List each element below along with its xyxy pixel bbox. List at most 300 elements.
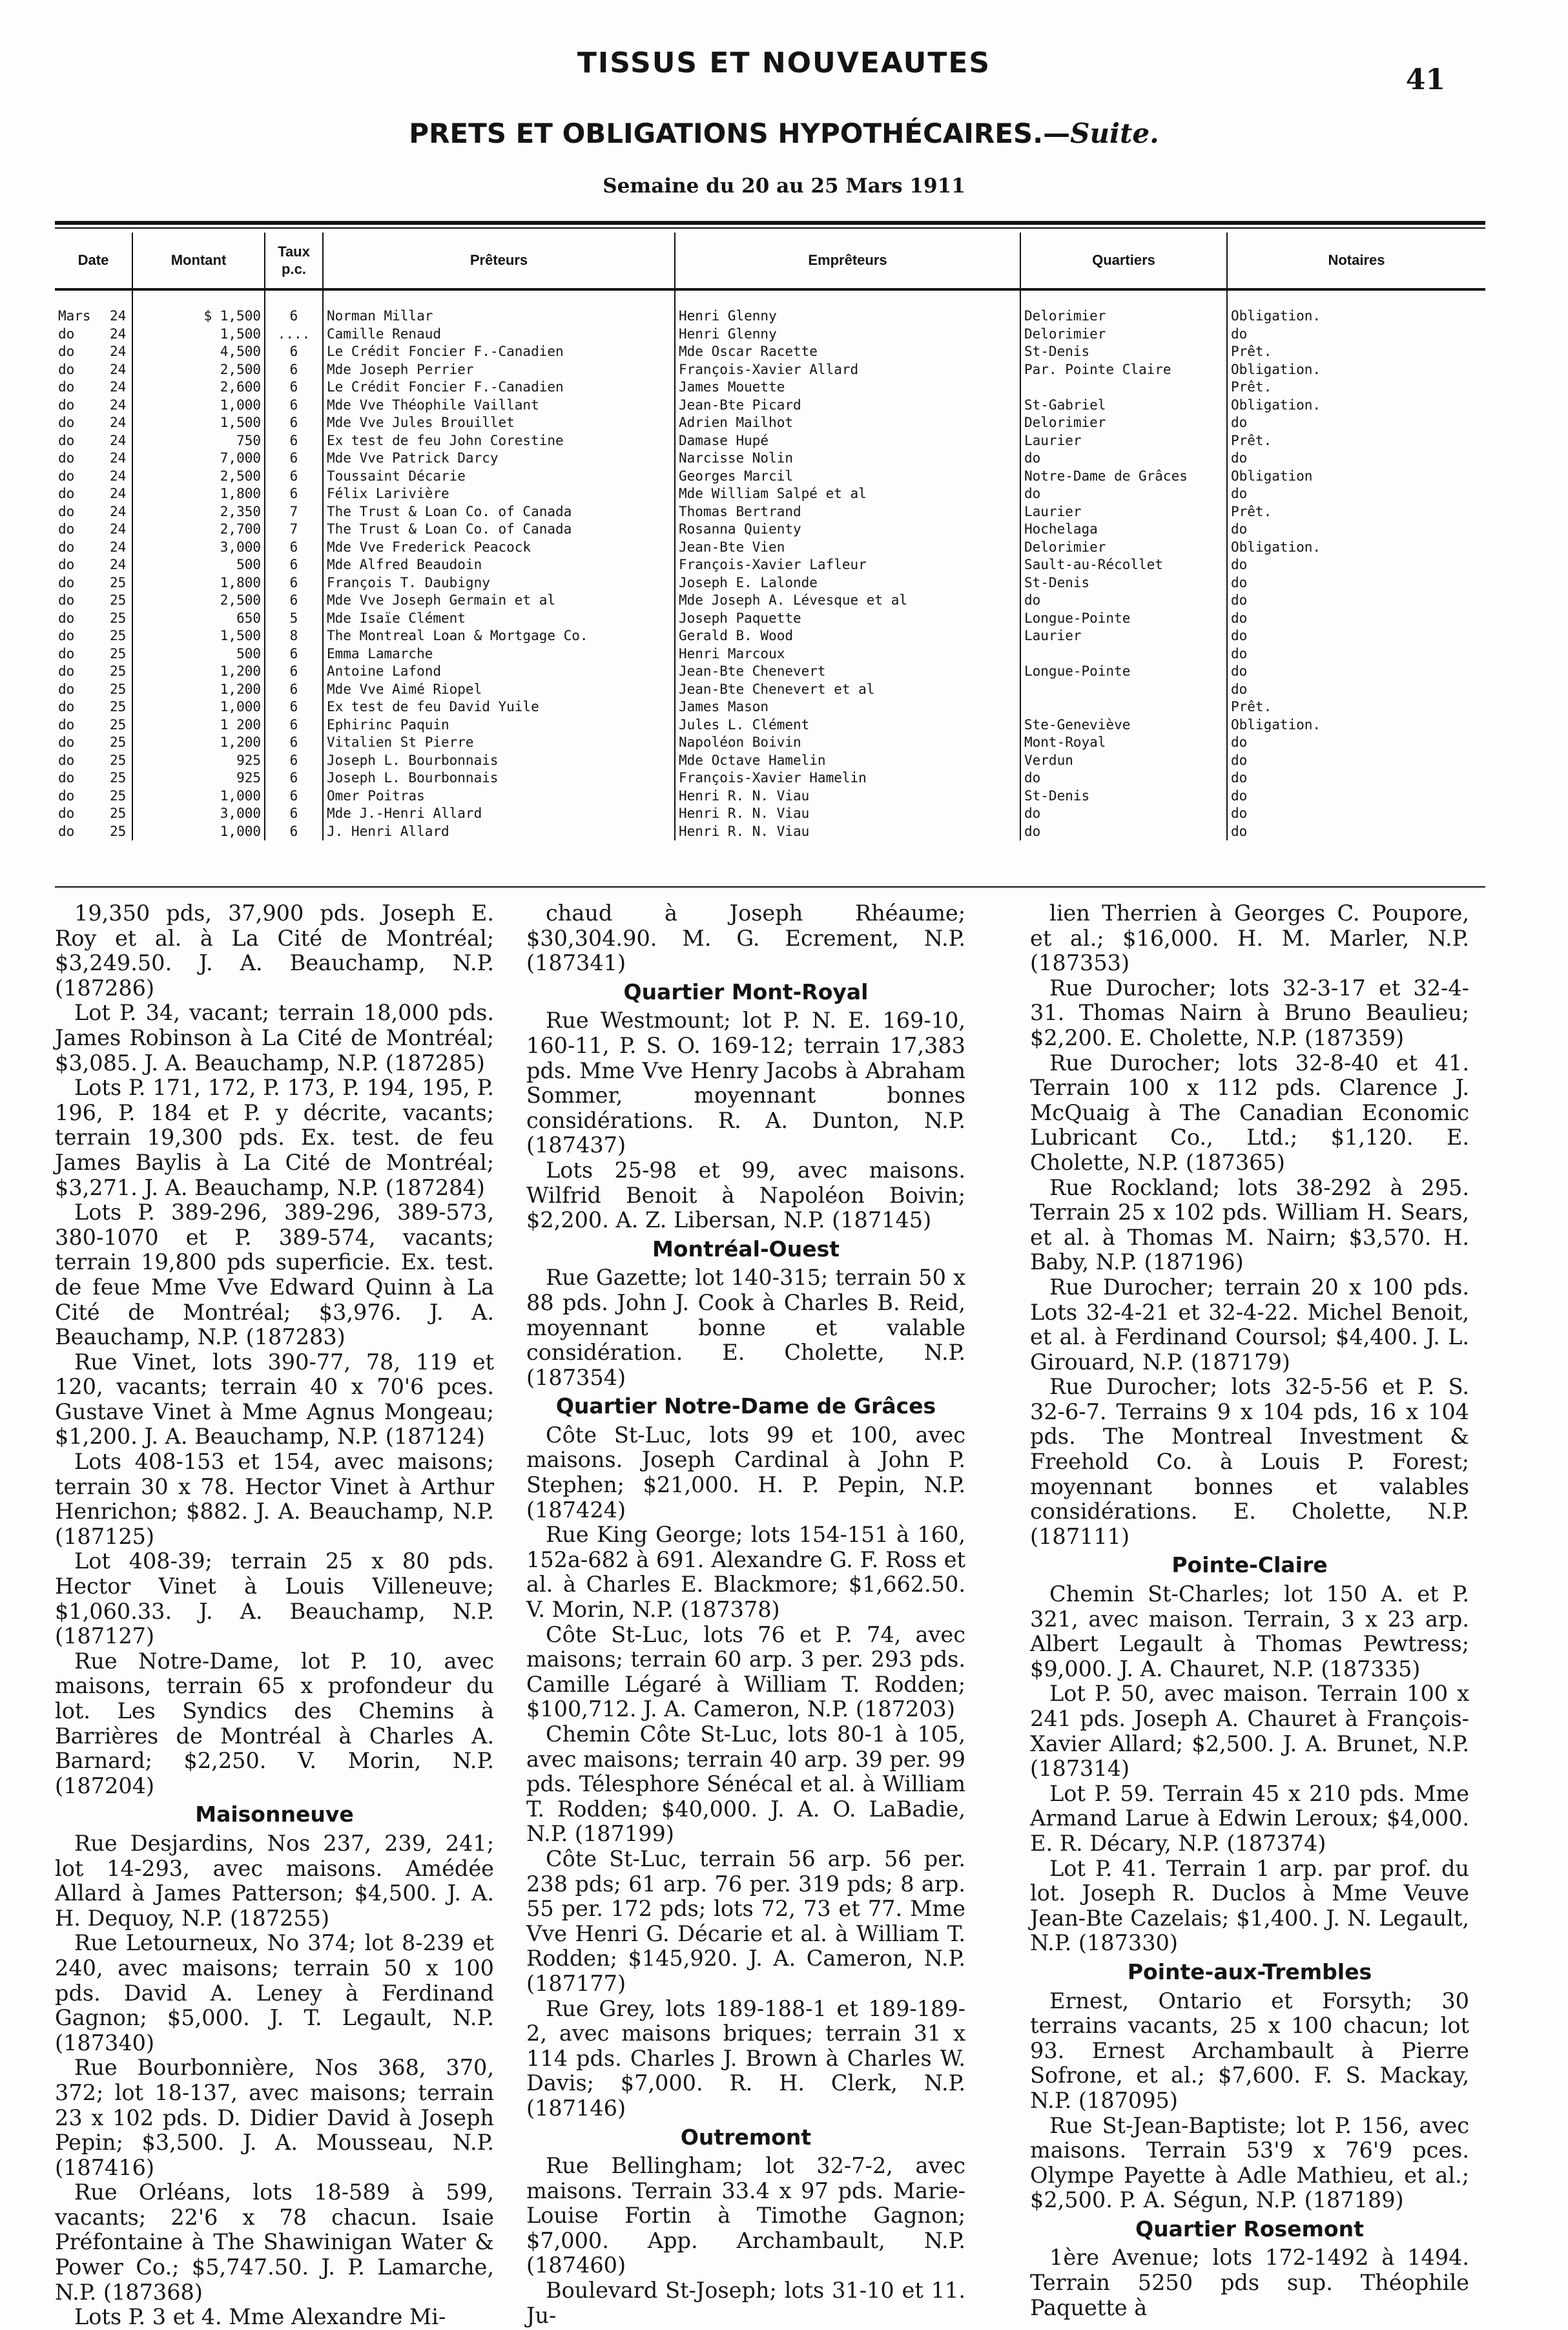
district-cell: do [1020, 769, 1227, 787]
rate-cell: 6 [265, 769, 323, 787]
amount-cell: 1,000 [132, 823, 265, 841]
notary-cell: do [1231, 628, 1248, 643]
transaction-entry: Rue Durocher; lots 32-5-56 et P. S. 32-6-7. Terrains 9 x 104 pds, 16 x 104 pds. The Montreal Investment & Freehold Co. à Louis P. Forest; moyennant bonnes et valables considérations. E. Cholette, N.P. (187111) [1030, 1374, 1469, 1549]
notary-cell: do [1231, 574, 1248, 590]
amount-cell: 1,000 [132, 698, 265, 716]
district-cell: Hochelaga [1020, 521, 1227, 539]
notary-cell: do [1231, 326, 1248, 342]
amount-cell: 500 [132, 556, 265, 574]
amount-cell: 1,800 [132, 574, 265, 592]
table-row [55, 610, 1485, 628]
date-month-cell: do [58, 770, 75, 785]
borrower-cell: Henri R. N. Viau [675, 787, 1020, 806]
borrower-cell: Henri Glenny [675, 289, 1020, 326]
district-cell: St-Denis [1020, 574, 1227, 592]
date-day-cell: 25 [107, 716, 132, 734]
lender-cell: The Trust & Loan Co. of Canada [323, 503, 675, 521]
amount-cell: 1,200 [132, 663, 265, 681]
date-month-cell: do [58, 574, 75, 590]
transaction-entry: Lots 408-153 et 154, avec maisons; terrain 30 x 78. Hector Vinet à Arthur Henrichon; $882. J. A. Beauchamp, N.P. (187125) [55, 1449, 494, 1549]
title-text: PRETS ET OBLIGATIONS HYPOTHÉCAIRES.— [409, 118, 1071, 149]
date-month-cell: do [58, 716, 75, 733]
transaction-entry: Chemin St-Charles; lot 150 A. et P. 321, avec maison. Terrain, 3 x 23 arp. Albert Legault à Thomas Pewtress; $9,000. J. A. Chauret, N.P. (187335) [1030, 1581, 1469, 1681]
table-row [55, 432, 1485, 450]
header-date: Date [55, 233, 132, 289]
rate-cell: 6 [265, 716, 323, 734]
table-row [55, 379, 1485, 397]
date-day-cell: 24 [107, 485, 132, 503]
notary-cell: do [1231, 734, 1248, 750]
date-day-cell: 24 [107, 521, 132, 539]
header-lenders: Prêteurs [323, 233, 675, 289]
date-month-cell: do [58, 823, 75, 839]
lender-cell: Mde Vve Jules Brouillet [323, 414, 675, 432]
lender-cell: Mde J.-Henri Allard [323, 805, 675, 823]
borrower-cell: François-Xavier Hamelin [675, 769, 1020, 787]
date-day-cell: 24 [107, 379, 132, 397]
date-month-cell: do [58, 699, 75, 714]
rate-cell: 6 [265, 432, 323, 450]
amount-cell: 7,000 [132, 450, 265, 468]
notary-cell: Prêt. [1231, 699, 1272, 714]
transaction-entry: Lots 25-98 et 99, avec maisons. Wilfrid Benoit à Napoléon Boivin; $2,200. A. Z. Libersan, N.P. (187145) [526, 1157, 965, 1233]
transaction-entry: Rue Grey, lots 189-188-1 et 189-189-2, avec maisons briques; terrain 31 x 114 pds. Charles J. Brown à Charles W. Davis; $7,000. R. H. Clerk, N.P. (187146) [526, 1995, 965, 2121]
date-day-cell: 25 [107, 681, 132, 699]
borrower-cell: James Mouette [675, 379, 1020, 397]
top-thin-rule [55, 227, 1485, 229]
transaction-entry: Rue Durocher; lots 32-3-17 et 32-4-31. Thomas Nairn à Bruno Beaulieu; $2,200. E. Cholette, N.P. (187359) [1030, 975, 1469, 1050]
lender-cell: Joseph L. Bourbonnais [323, 769, 675, 787]
date-day-cell: 25 [107, 823, 132, 841]
date-day-cell: 24 [107, 503, 132, 521]
borrower-cell: Henri Marcoux [675, 645, 1020, 663]
date-day-cell: 25 [107, 787, 132, 806]
transaction-entry: Boulevard St-Joseph; lots 31-10 et 11. Ju- [526, 2278, 965, 2328]
header-notaries: Notaires [1227, 233, 1485, 289]
notary-cell: do [1231, 823, 1248, 839]
district-cell: Delorimier [1020, 289, 1227, 326]
page-number: 41 [1405, 63, 1445, 96]
notary-cell: Prêt. [1231, 379, 1272, 395]
date-day-cell: 25 [107, 752, 132, 770]
table-row [55, 734, 1485, 752]
rate-cell: 6 [265, 539, 323, 557]
table-row [55, 752, 1485, 770]
date-month-cell: do [58, 397, 75, 413]
table-row [55, 539, 1485, 557]
transaction-entry: Lot P. 34, vacant; terrain 18,000 pds. James Robinson à La Cité de Montréal; $3,085. J. A. Beauchamp, N.P. (187285) [55, 1000, 494, 1076]
amount-cell: 1,500 [132, 627, 265, 645]
notary-cell: Obligation. [1231, 539, 1321, 555]
lender-cell: Le Crédit Foncier F.-Canadien [323, 379, 675, 397]
notary-cell: Obligation. [1231, 361, 1321, 377]
amount-cell: $ 1,500 [132, 289, 265, 326]
lender-cell: Mde Vve Patrick Darcy [323, 450, 675, 468]
rate-cell: .... [265, 326, 323, 344]
rate-cell: 6 [265, 823, 323, 841]
transaction-entry: Lots P. 3 et 4. Mme Alexandre Mi- [74, 2304, 446, 2330]
date-month-cell: do [58, 468, 75, 484]
date-month-cell: do [58, 450, 75, 466]
table-row [55, 468, 1485, 486]
district-cell: Laurier [1020, 432, 1227, 450]
lender-cell: Antoine Lafond [323, 663, 675, 681]
amount-cell: 1,500 [132, 414, 265, 432]
district-cell: Delorimier [1020, 326, 1227, 344]
lender-cell: J. Henri Allard [323, 823, 675, 841]
notary-cell: do [1231, 521, 1248, 537]
date-month-cell: do [58, 521, 75, 537]
transaction-entry: Rue Orléans, lots 18-589 à 599, vacants; 22'6 x 78 chacun. Isaie Préfontaine à The Shawinigan Water & Power Co.; $5,747.50. J. P. Lamarche, N.P. (187368) [55, 2179, 494, 2305]
rate-cell: 7 [265, 503, 323, 521]
borrower-cell: Narcisse Nolin [675, 450, 1020, 468]
district-cell: St-Denis [1020, 787, 1227, 806]
transaction-entry: Rue Durocher; lots 32-8-40 et 41. Terrain 100 x 112 pds. Clarence J. McQuaig à The Canadian Economic Lubricant Co., Ltd.; $1,120. E. Cholette, N.P. (187365) [1030, 1050, 1469, 1175]
date-month-cell: do [58, 592, 75, 608]
table-row [55, 645, 1485, 663]
rate-cell: 6 [265, 361, 323, 379]
table-row [55, 556, 1485, 574]
transaction-entry: Rue Rockland; lots 38-292 à 295. Terrain 25 x 102 pds. William H. Sears, et al. à Thomas M. Nairn; $3,570. H. Baby, N.P. (187196) [1030, 1174, 1469, 1275]
table-row [55, 414, 1485, 432]
rate-cell: 6 [265, 681, 323, 699]
rate-cell: 6 [265, 592, 323, 610]
rate-cell: 6 [265, 805, 323, 823]
transaction-entry: Rue King George; lots 154-151 à 160, 152a-682 à 691. Alexandre G. F. Ross et al. à Charles E. Blackmore; $1,662.50. V. Morin, N.P. (187378) [526, 1522, 965, 1623]
date-day-cell: 24 [107, 361, 132, 379]
transaction-entry: Lots P. 389-296, 389-296, 389-573, 380-1070 et P. 389-574, vacants; terrain 19,800 pds superficie. Ex. test. de feue Mme Vve Edward Quinn à La Cité de Montréal; $3,976. J. A. Beauchamp, N.P. (187283) [55, 1200, 494, 1350]
date-month-cell: do [58, 645, 75, 661]
district-heading: Pointe-aux-Trembles [1127, 1959, 1372, 1984]
date-day-cell: 24 [107, 397, 132, 415]
borrower-cell: Georges Marcil [675, 468, 1020, 486]
amount-cell: 925 [132, 769, 265, 787]
amount-cell: 1,200 [132, 734, 265, 752]
text-column-2 [526, 901, 965, 2328]
amount-cell: 1,800 [132, 485, 265, 503]
table-row [55, 521, 1485, 539]
table-row [55, 627, 1485, 645]
district-cell: do [1020, 485, 1227, 503]
date-month-cell: do [58, 787, 75, 804]
date-month-cell: do [58, 379, 75, 395]
rate-cell: 6 [265, 787, 323, 806]
transaction-entry: chaud à Joseph Rhéaume; $30,304.90. M. G. Ecrement, N.P. (187341) [526, 900, 965, 976]
title-suffix: Suite. [1070, 118, 1159, 149]
borrower-cell: Jean-Bte Vien [675, 539, 1020, 557]
district-cell: do [1020, 805, 1227, 823]
lender-cell: François T. Daubigny [323, 574, 675, 592]
borrower-cell: Gerald B. Wood [675, 627, 1020, 645]
rate-cell: 6 [265, 645, 323, 663]
transaction-entry: Ernest, Ontario et Forsyth; 30 terrains vacants, 25 x 100 chacun; lot 93. Ernest Archambault à Pierre Sofrone, et al.; $7,600. F. S. Mackay, N.P. (187095) [1030, 1988, 1469, 2113]
district-cell: Delorimier [1020, 539, 1227, 557]
table-row [55, 450, 1485, 468]
week-subtitle: Semaine du 20 au 25 Mars 1911 [603, 174, 965, 198]
transaction-entry: 19,350 pds, 37,900 pds. Joseph E. Roy et al. à La Cité de Montréal; $3,249.50. J. A. Beauchamp, N.P. (187286) [55, 900, 494, 1001]
notary-cell: Obligation. [1231, 397, 1321, 413]
rate-cell: 6 [265, 698, 323, 716]
lender-cell: Mde Vve Aimé Riopel [323, 681, 675, 699]
borrower-cell: Henri R. N. Viau [675, 805, 1020, 823]
borrower-cell: Damase Hupé [675, 432, 1020, 450]
date-day-cell: 25 [107, 698, 132, 716]
borrower-cell: Napoléon Boivin [675, 734, 1020, 752]
lender-cell: Ex test de feu David Yuile [323, 698, 675, 716]
lender-cell: Félix Larivière [323, 485, 675, 503]
transaction-entry: Côte St-Luc, terrain 56 arp. 56 per. 238 pds; 61 arp. 76 per. 319 pds; 8 arp. 55 per. 172 pds; lots 72, 73 et 77. Mme Vve Henri G. Décarie et al. à William T. Rodden; $145,920. J. A. Cameron, N.P. (187177) [526, 1846, 965, 1996]
borrower-cell: Adrien Mailhot [675, 414, 1020, 432]
borrower-cell: Rosanna Quienty [675, 521, 1020, 539]
rate-cell: 6 [265, 414, 323, 432]
rate-cell: 5 [265, 610, 323, 628]
transaction-entry: Lot P. 59. Terrain 45 x 210 pds. Mme Armand Larue à Edwin Leroux; $4,000. E. R. Décary, N.P. (187374) [1030, 1780, 1469, 1856]
lender-cell: Le Crédit Foncier F.-Canadien [323, 343, 675, 361]
lender-cell: Emma Lamarche [323, 645, 675, 663]
lender-cell: Vitalien St Pierre [323, 734, 675, 752]
transaction-entry: Lot P. 41. Terrain 1 arp. par prof. du lot. Joseph R. Duclos à Mme Veuve Jean-Bte Cazelais; $1,400. J. N. Legault, N.P. (187330) [1030, 1855, 1469, 1956]
lender-cell: Mde Alfred Beaudoin [323, 556, 675, 574]
rate-cell: 6 [265, 379, 323, 397]
district-cell [1020, 379, 1227, 397]
date-day-cell: 24 [107, 556, 132, 574]
rate-cell: 7 [265, 521, 323, 539]
borrower-cell: Mde Oscar Racette [675, 343, 1020, 361]
district-cell: St-Denis [1020, 343, 1227, 361]
borrower-cell: Jean-Bte Picard [675, 397, 1020, 415]
section-title: TISSUS ET NOUVEAUTES [577, 47, 991, 79]
rate-cell: 6 [265, 574, 323, 592]
notary-cell: Obligation. [1231, 308, 1321, 324]
transaction-entry: Rue Durocher; terrain 20 x 100 pds. Lots 32-4-21 et 32-4-22. Michel Benoit, et al. à Ferdinand Coursol; $4,400. J. L. Girouard, N.P. (187179) [1030, 1274, 1469, 1375]
rate-cell: 8 [265, 627, 323, 645]
amount-cell: 925 [132, 752, 265, 770]
table-row [55, 823, 1485, 841]
lender-cell: Mde Vve Frederick Peacock [323, 539, 675, 557]
district-heading: Pointe-Claire [1171, 1552, 1328, 1578]
date-day-cell: 25 [107, 805, 132, 823]
table-row [55, 361, 1485, 379]
date-month-cell: do [58, 432, 75, 448]
amount-cell: 2,500 [132, 592, 265, 610]
table-row [55, 698, 1485, 716]
borrower-cell: Henri R. N. Viau [675, 823, 1020, 841]
lender-cell: Toussaint Décarie [323, 468, 675, 486]
district-heading: Outremont [680, 2124, 812, 2150]
lender-cell: Ex test de feu John Corestine [323, 432, 675, 450]
header-borrowers: Emprêteurs [675, 233, 1020, 289]
lender-cell: The Trust & Loan Co. of Canada [323, 521, 675, 539]
borrower-cell: Mde Octave Hamelin [675, 752, 1020, 770]
lender-cell: Ephirinc Paquin [323, 716, 675, 734]
borrower-cell: Joseph E. Lalonde [675, 574, 1020, 592]
date-month-cell: do [58, 486, 75, 501]
amount-cell: 2,350 [132, 503, 265, 521]
table-row [55, 485, 1485, 503]
notary-cell: Prêt. [1231, 503, 1272, 519]
district-heading: Maisonneuve [195, 1802, 354, 1827]
transaction-entry: Rue Bourbonnière, Nos 368, 370, 372; lot 18-137, avec maisons; terrain 23 x 102 pds. D. Didier David à Joseph Pepin; $3,500. J. A. Mousseau, N.P. (187416) [55, 2055, 494, 2180]
page-title [0, 118, 1568, 149]
table-row [55, 503, 1485, 521]
notary-cell: do [1231, 645, 1248, 661]
amount-cell: 1 200 [132, 716, 265, 734]
district-cell [1020, 645, 1227, 663]
date-month-cell: do [58, 344, 75, 359]
date-day-cell: 25 [107, 627, 132, 645]
notary-cell: Obligation. [1231, 716, 1321, 733]
date-day-cell: 24 [107, 414, 132, 432]
lender-cell: Omer Poitras [323, 787, 675, 806]
borrower-cell: Henri Glenny [675, 326, 1020, 344]
date-month-cell: do [58, 361, 75, 377]
rate-cell: 6 [265, 734, 323, 752]
notary-cell: do [1231, 663, 1248, 679]
lender-cell: Camille Renaud [323, 326, 675, 344]
section-separator [55, 886, 1485, 888]
lender-cell: Norman Millar [323, 289, 675, 326]
notary-cell: do [1231, 415, 1248, 430]
table-row [55, 769, 1485, 787]
transaction-entry: Côte St-Luc, lots 76 et P. 74, avec maisons; terrain 60 arp. 3 per. 293 pds. Camille Légaré à William T. Rodden; $100,712. J. A. Cameron, N.P. (187203) [526, 1621, 965, 1722]
transaction-entry: Rue Westmount; lot P. N. E. 169-10, 160-11, P. S. O. 169-12; terrain 17,383 pds. Mme Vve Henry Jacobs à Abraham Sommer, moyennant bonnes considérations. R. A. Dunton, N.P. (187437) [526, 1008, 965, 1158]
district-cell: do [1020, 823, 1227, 841]
district-cell: do [1020, 450, 1227, 468]
district-cell: Notre-Dame de Grâces [1020, 468, 1227, 486]
table-row [55, 663, 1485, 681]
borrower-cell: Jules L. Clément [675, 716, 1020, 734]
rate-cell: 6 [265, 397, 323, 415]
district-cell: do [1020, 592, 1227, 610]
rate-cell: 6 [265, 485, 323, 503]
district-cell [1020, 681, 1227, 699]
district-cell: Ste-Geneviève [1020, 716, 1227, 734]
date-month-cell: do [58, 681, 75, 697]
rate-cell: 6 [265, 752, 323, 770]
notary-cell: do [1231, 486, 1248, 501]
date-month-cell: do [58, 415, 75, 430]
borrower-cell: Thomas Bertrand [675, 503, 1020, 521]
date-month-cell: do [58, 326, 75, 342]
date-day-cell: 25 [107, 574, 132, 592]
lender-cell: Mde Vve Joseph Germain et al [323, 592, 675, 610]
amount-cell: 1,500 [132, 326, 265, 344]
transaction-entry: Côte St-Luc, lots 99 et 100, avec maisons. Joseph Cardinal à John P. Stephen; $21,000. H. P. Pepin, N.P. (187424) [526, 1422, 965, 1523]
borrower-cell: François-Xavier Lafleur [675, 556, 1020, 574]
district-cell: St-Gabriel [1020, 397, 1227, 415]
date-day-cell: 24 [107, 432, 132, 450]
notary-cell: do [1231, 681, 1248, 697]
transaction-entry: 1ère Avenue; lots 172-1492 à 1494. Terrain 5250 pds sup. Théophile Paquette à [1030, 2245, 1469, 2320]
district-cell: Mont-Royal [1020, 734, 1227, 752]
date-day-cell: 25 [107, 645, 132, 663]
rate-cell: 6 [265, 343, 323, 361]
rate-cell: 6 [265, 468, 323, 486]
table-row [55, 716, 1485, 734]
date-day-cell: 25 [107, 663, 132, 681]
district-cell: Par. Pointe Claire [1020, 361, 1227, 379]
amount-cell: 650 [132, 610, 265, 628]
date-day-cell: 25 [107, 734, 132, 752]
date-month-cell: do [58, 663, 75, 679]
notary-cell: do [1231, 610, 1248, 626]
borrower-cell: Mde Joseph A. Lévesque et al [675, 592, 1020, 610]
date-day-cell: 25 [107, 610, 132, 628]
notary-cell: do [1231, 770, 1248, 785]
lender-cell: Mde Joseph Perrier [323, 361, 675, 379]
amount-cell: 4,500 [132, 343, 265, 361]
text-column-3 [1030, 901, 1469, 2320]
borrower-cell: Jean-Bte Chenevert et al [675, 681, 1020, 699]
district-cell: Laurier [1020, 627, 1227, 645]
date-day-cell: 25 [107, 769, 132, 787]
rate-cell: 6 [265, 663, 323, 681]
district-heading: Quartier Rosemont [1135, 2216, 1364, 2242]
header-rate: Taux p.c. [265, 233, 323, 289]
date-day-cell: 24 [107, 539, 132, 557]
amount-cell: 1,200 [132, 681, 265, 699]
date-month-cell: do [58, 610, 75, 626]
transaction-entry: Rue Notre-Dame, lot P. 10, avec maisons, terrain 65 x profondeur du lot. Les Syndics des Chemins à Barrières de Montréal à Charles A. Barnard; $2,250. V. Morin, N.P. (187204) [55, 1648, 494, 1798]
date-day-cell: 24 [107, 468, 132, 486]
amount-cell: 500 [132, 645, 265, 663]
date-month-cell: do [58, 806, 75, 821]
date-day-cell: 24 [107, 450, 132, 468]
amount-cell: 2,500 [132, 361, 265, 379]
transaction-entry: Lot P. 50, avec maison. Terrain 100 x 241 pds. Joseph A. Chauret à François-Xavier Allard; $2,500. J. A. Brunet, N.P. (187314) [1030, 1681, 1469, 1782]
district-cell: Laurier [1020, 503, 1227, 521]
amount-cell: 1,000 [132, 397, 265, 415]
lender-cell: Mde Vve Théophile Vaillant [323, 397, 675, 415]
loans-table [55, 233, 1485, 840]
amount-cell: 1,000 [132, 787, 265, 806]
notary-cell: Obligation [1231, 468, 1313, 484]
table-row [55, 592, 1485, 610]
transaction-entry: Rue Desjardins, Nos 237, 239, 241; lot 14-293, avec maisons. Amédée Allard à James Patterson; $4,500. J. A. H. Dequoy, N.P. (187255) [55, 1830, 494, 1931]
date-month-cell: do [58, 503, 75, 519]
rate-cell: 6 [265, 556, 323, 574]
borrower-cell: Jean-Bte Chenevert [675, 663, 1020, 681]
date-month-cell: do [58, 628, 75, 643]
notary-cell: Prêt. [1231, 344, 1272, 359]
amount-cell: 750 [132, 432, 265, 450]
date-month-cell: do [58, 752, 75, 768]
borrower-cell: James Mason [675, 698, 1020, 716]
district-cell: Sault-au-Récollet [1020, 556, 1227, 574]
transaction-entry: Rue St-Jean-Baptiste; lot P. 156, avec maisons. Terrain 53'9 x 76'9 pces. Olympe Payette à Adle Mathieu, et al.; $2,500. P. A. Ségun, N.P. (187189) [1030, 2112, 1469, 2213]
district-heading: Quartier Mont-Royal [623, 979, 869, 1004]
lender-cell: Mde Isaïe Clément [323, 610, 675, 628]
notary-cell: do [1231, 806, 1248, 821]
table-row [55, 805, 1485, 823]
table-row [55, 397, 1485, 415]
date-day-cell: 24 [107, 326, 132, 344]
lender-cell: The Montreal Loan & Mortgage Co. [323, 627, 675, 645]
transaction-entry: Rue Gazette; lot 140-315; terrain 50 x 88 pds. John J. Cook à Charles B. Reid, moyennant bonne et valable considération. E. Cholette, N.P. (187354) [526, 1265, 965, 1390]
amount-cell: 2,600 [132, 379, 265, 397]
table-row [55, 326, 1485, 344]
borrower-cell: Mde William Salpé et al [675, 485, 1020, 503]
date-day-cell: 24 [107, 289, 132, 326]
table-row [55, 787, 1485, 806]
transaction-entry: Lot 408-39; terrain 25 x 80 pds. Hector Vinet à Louis Villeneuve; $1,060.33. J. A. Beauchamp, N.P. (187127) [55, 1548, 494, 1649]
table-row [55, 343, 1485, 361]
transaction-entry: Lots P. 171, 172, P. 173, P. 194, 195, P. 196, P. 184 et P. y décrite, vacants; terrain 19,300 pds. Ex. test. de feu James Baylis à La Cité de Montréal; $3,271. J. A. Beauchamp, N.P. (187284) [55, 1075, 494, 1200]
district-cell [1020, 698, 1227, 716]
notary-cell: Prêt. [1231, 432, 1272, 448]
amount-cell: 2,500 [132, 468, 265, 486]
table-row [55, 681, 1485, 699]
